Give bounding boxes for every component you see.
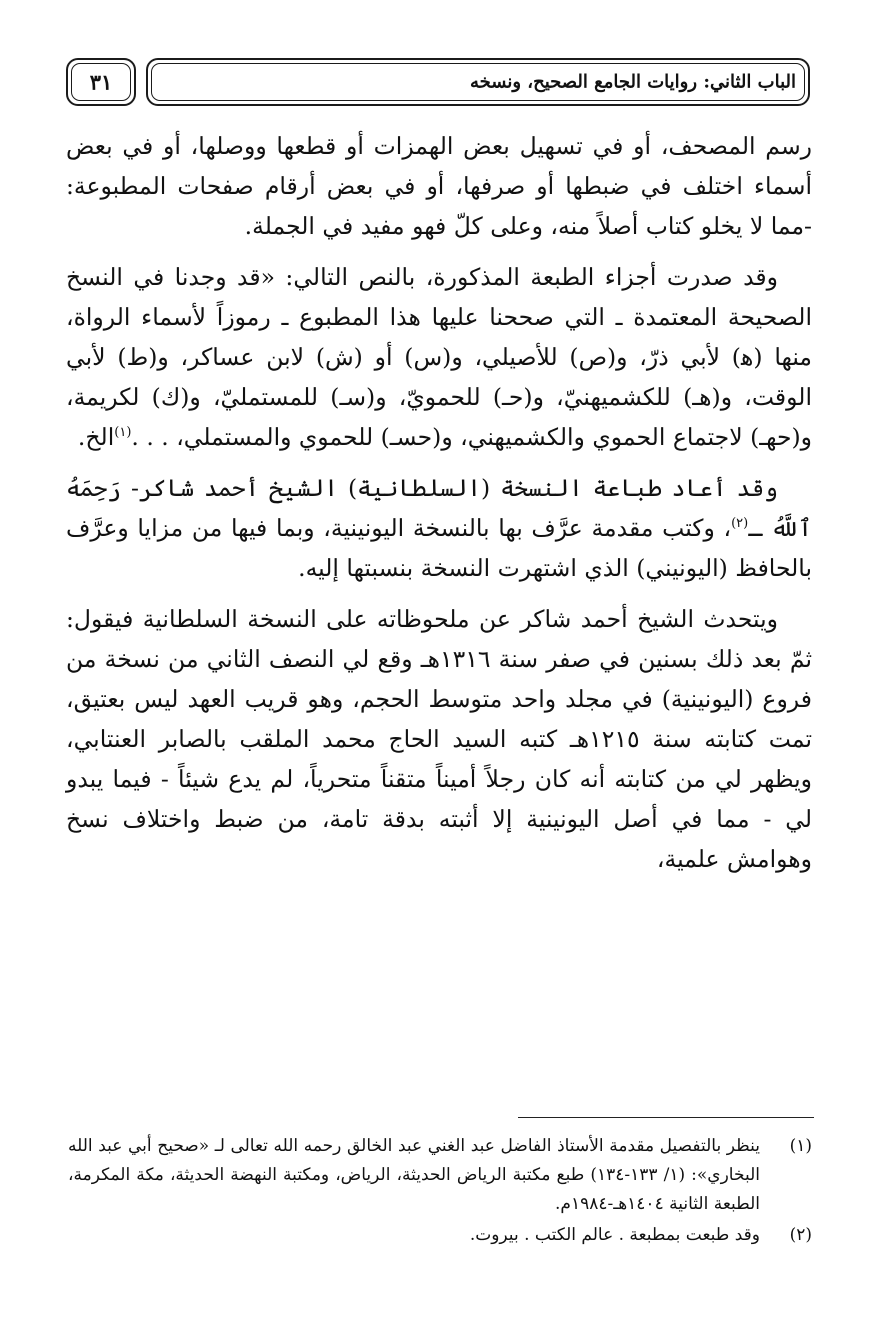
footnote [68,1132,812,1219]
footnote-number: (٢) [789,1225,812,1245]
paragraph-text: وقد أعاد طباعة النسخة (السلطانية) الشيخ أحمد شاكر- رَحِمَهُ ٱللَّهُ ـ [66,474,812,542]
footnote-number: (١) [789,1136,812,1156]
footnote-text: وقد طبعت بمطبعة . عالم الكتب . بيروت. [469,1225,760,1245]
chapter-title: الباب الثاني: روايات الجامع الصحيح، ونسخه [470,71,796,93]
footnote [68,1221,812,1250]
paragraph: ويتحدث الشيخ أحمد شاكر عن ملحوظاته على النسخة السلطانية فيقول: ثمّ بعد ذلك بسنين في صفر سنة ١٣١٦هـ وقع لي النصف الثاني من نسخة من فروع (اليونينية) في مجلد واحد متوسط الحجم، وهو قريب العهد ليس بعتيق، تمت كتابته سنة ١٢١٥هـ كتبه السيد الحاج محمد الملقب بالصابر العنتابي، ويظهر لي من كتابته أنه كان رجلاً أميناً متقناً متحرياً، لم يدع شيئاً - فيما يبدو لي - مما في أصل اليونينية إلا أثبته بدقة تامة، من ضبط واختلاف نسخ وهوامش علمية، [66,605,813,873]
page-number-frame [66,58,136,106]
paragraph [66,468,812,588]
footnote-separator [518,1117,814,1118]
footnotes [68,1132,812,1252]
header-title-frame [146,58,810,106]
page-number: ٣١ [89,69,113,95]
paragraph [66,257,812,457]
footnote-reference[interactable]: (٢) [731,516,749,532]
footnote-reference[interactable]: (١) [114,425,132,441]
footnote-text: ينظر بالتفصيل مقدمة الأستاذ الفاضل عبد الغني عبد الخالق رحمه الله تعالى لـ «صحيح أبي عبد الله البخاري»: (١/ ١٣٣-١٣٤) طبع مكتبة الرياض الحديثة، الرياض، ومكتبة النهضة الحديثة، مكة المكرمة، الطبعة الثانية ١٤٠٤هـ-١٩٨٤م. [68,1136,760,1214]
main-text [66,126,812,890]
paragraph-text: وقد صدرت أجزاء الطبعة المذكورة، بالنص التالي: «قد وجدنا في النسخ الصحيحة المعتمدة ـ التي صححنا عليها هذا المطبوع ـ رموزاً لأسماء الرواة، منها (ﻫ) لأبي ذرّ، و(ص) للأصيلي، و(س) أو (ش) لابن عساكر، و(ط) لأبي الوقت، و(هـ) للكشميهنيّ، و(حـ) للحمويّ، و(سـ) للمستمليّ، و(ك) لكريمة، و(حهـ) لاجتماع الحموي والكشميهني، و(حسـ) للحموي والمستملي، . . . [66,263,812,451]
paragraph: رسم المصحف، أو في تسهيل بعض الهمزات أو قطعها ووصلها، أو في بعض أسماء اختلف في ضبطها أو صرفها، أو في بعض أرقام صفحات المطبوعة: -مما لا يخلو كتاب أصلاً منه، وعلى كلّ فهو مفيد في الجملة. [66,132,812,240]
paragraph-text: الخ. [77,423,115,451]
running-header [66,58,810,106]
paragraph-text: ، وكتب مقدمة عرَّف بها بالنسخة اليونينية، وبما فيها من مزايا وعرَّف بالحافظ (اليونيني) الذي اشتهرت النسخة بنسبتها إليه. [66,514,812,582]
